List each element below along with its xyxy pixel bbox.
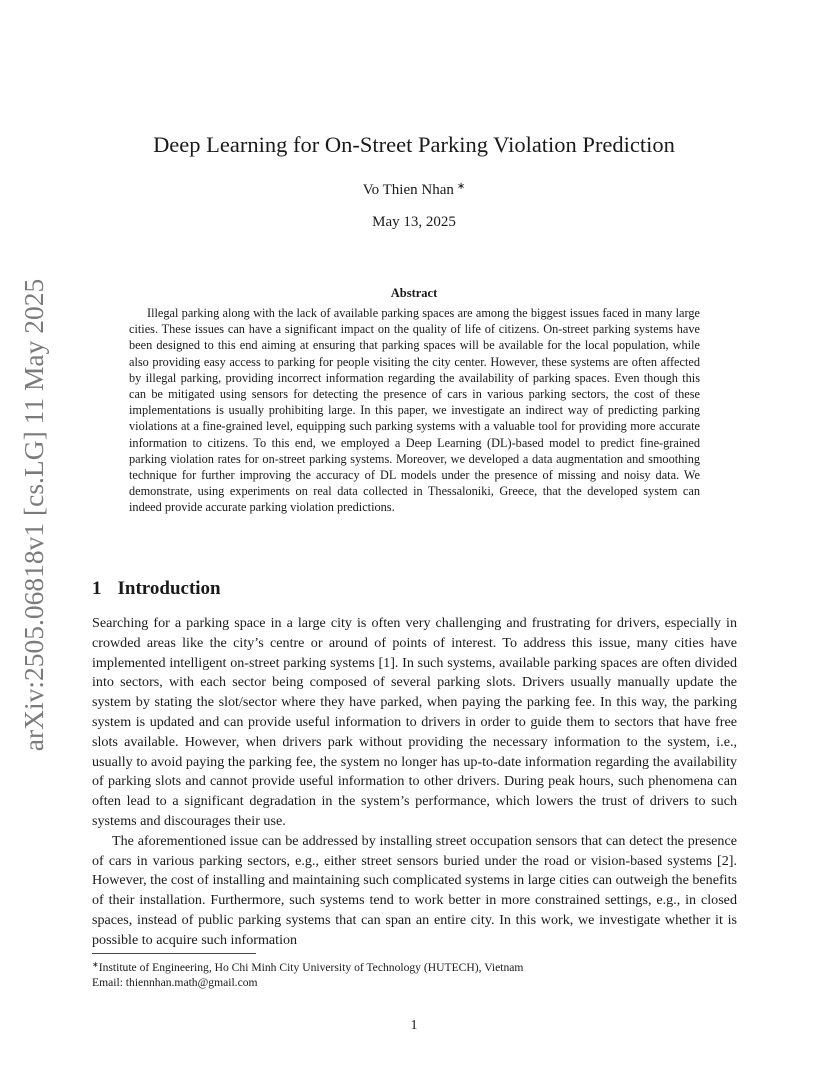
body-paragraph: Searching for a parking space in a large city is often very challenging and frustrating for drivers, especially in crowded areas like the city’s centre or around of points of interest. To address this issue, many cities have implemented intelligent on-street parking systems [1]. In such systems, available parking spaces are often divided into sectors, with each sector being composed of several parking slots. Drivers usually manually update the system by stating the slot/sector where they have parked, when paying the parking fee. In this way, the parking system is updated and can provide useful information to drivers in order to guide them to sectors that have free slots available. However, when drivers park without providing the necessary information to the system, i.e., usually to avoid paying the parking fee, the system no longer has up-to-date information regarding the availability of parking slots and cannot provide useful information to other drivers. During peak hours, such phenomena can often lead to a significant degradation in the system’s performance, which lowers the trust of drivers to such systems and discourages their use. <box>92 615 737 829</box>
section-number: 1 <box>92 578 102 599</box>
page-number: 1 <box>410 1018 418 1033</box>
author-line <box>0 181 828 199</box>
abstract-text: Illegal parking along with the lack of available parking spaces are among the biggest issues faced in many large cities. These issues can have a significant impact on the quality of life of citizens. On-street parking systems have been designed to this end aiming at ensuring that parking spaces will be available for the local population, while also providing easy access to parking for people visiting the city center. However, these systems are often affected by illegal parking, providing incorrect information regarding the availability of parking spaces. Even though this can be mitigated using sensors for detecting the presence of cars in various parking sectors, the cost of these implementations is usually prohibiting large. In this paper, we investigate an indirect way of predicting parking violations at a fine-grained level, equipping such parking systems with a valuable tool for providing more accurate information to citizens. To this end, we employed a Deep Learning (DL)-based model to predict fine-grained parking violation rates for on-street parking systems. Moreover, we developed a data augmentation and smoothing technique for further improving the accuracy of DL models under the presence of missing and noisy data. We demonstrate, using experiments on real data collected in Thessaloniki, Greece, that the developed system can indeed provide accurate parking violation predictions. <box>129 306 700 515</box>
footnote-affiliation-line <box>92 957 737 975</box>
footnote <box>92 957 737 990</box>
arxiv-identifier: arXiv:2505.06818v1 [cs.LG] 11 May 2025 <box>18 278 49 752</box>
body-text <box>92 614 737 951</box>
footnote-mark: ∗ <box>92 960 99 969</box>
footnote-affiliation: Institute of Engineering, Ho Chi Minh City University of Technology (HUTECH), Vietnam <box>98 961 524 974</box>
section-heading <box>92 578 221 600</box>
abstract-heading: Abstract <box>390 286 438 300</box>
footnote-rule <box>92 953 256 954</box>
paper-date: May 13, 2025 <box>372 214 456 230</box>
body-paragraph: The aforementioned issue can be addressed by installing street occupation sensors that can detect the presence of cars in various parking sectors, e.g., either street sensors buried under the road or vision-based systems [2]. However, the cost of installing and maintaining such complicated systems in large cities can outweigh the benefits of their installation. Furthermore, such systems tend to work better in more constrained settings, e.g., in closed spaces, instead of public parking systems that can span an entire city. In this work, we investigate whether it is possible to acquire such information <box>92 832 737 948</box>
author-name: Vo Thien Nhan <box>362 182 454 198</box>
section-title: Introduction <box>117 578 221 599</box>
paper-title: Deep Learning for On-Street Parking Violation Prediction <box>153 132 675 157</box>
author-footnote-mark: ∗ <box>456 181 466 192</box>
footnote-email: Email: thiennhan.math@gmail.com <box>92 976 258 989</box>
